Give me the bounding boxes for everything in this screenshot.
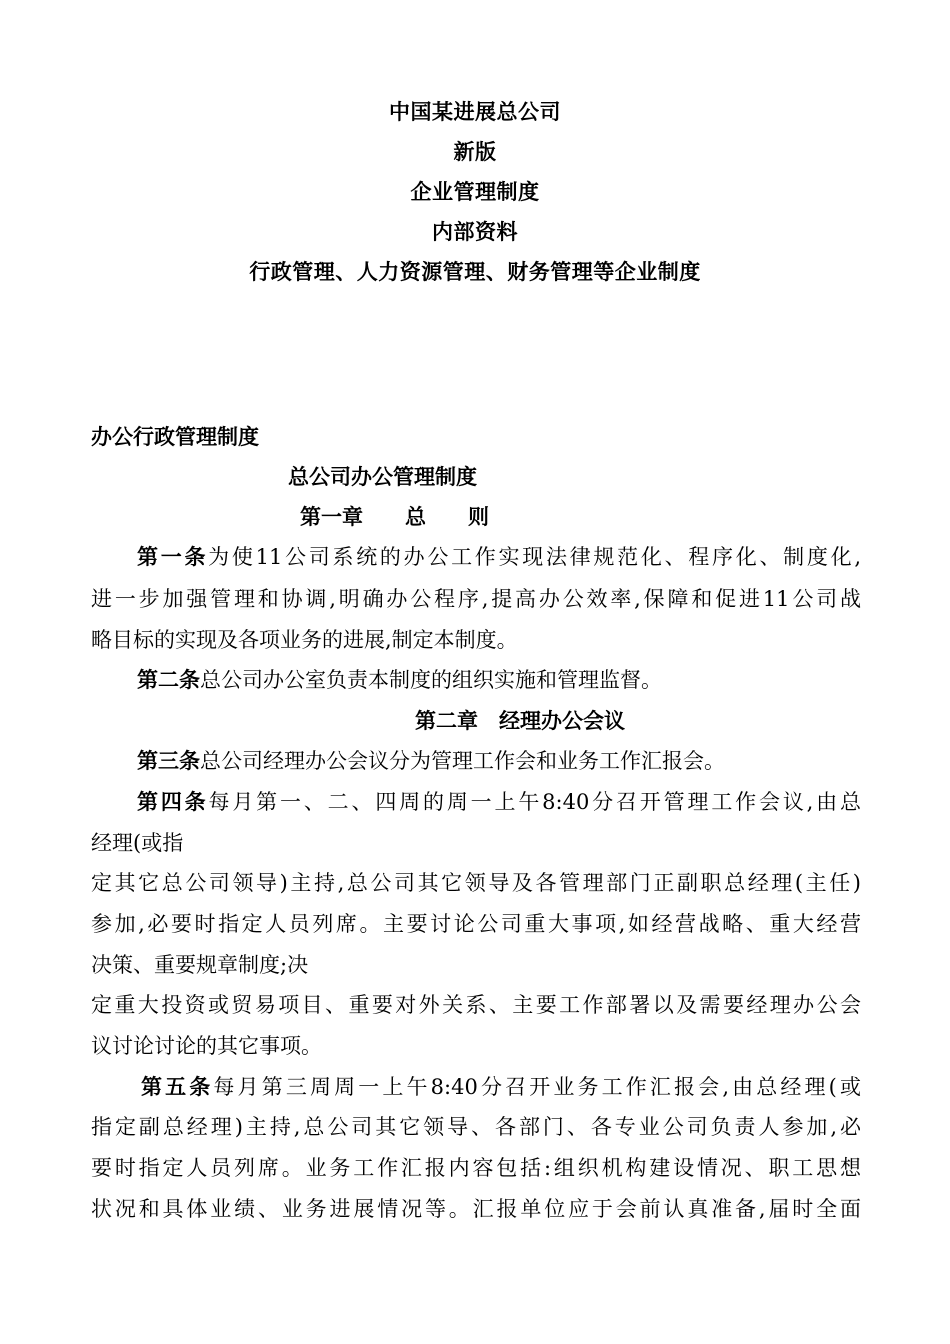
- article-4-line-3: 定其它总公司领导)主持,总公司其它领导及各管理部门正副职总经理(主任): [91, 871, 861, 895]
- article-4-line-1: [137, 789, 861, 815]
- article-5-text: 每月第三周周一上午8:40分召开业务工作汇报会,由总经理(或: [213, 1075, 862, 1099]
- article-3-text: 总公司经理办公会议分为管理工作会和业务工作汇报会。: [200, 749, 725, 773]
- article-5-line-2: 指定副总经理)主持,总公司其它领导、各部门、各专业公司负责人参加,必: [91, 1115, 861, 1139]
- cover-company-name: 中国某进展总公司: [389, 100, 561, 124]
- article-4-line-7: 议讨论讨论的其它事项。: [91, 1034, 322, 1058]
- article-4-label: 第四条: [137, 790, 209, 814]
- article-3-label: 第三条: [137, 749, 200, 773]
- article-2-line-1: [137, 667, 861, 693]
- article-5-label: 第五条: [141, 1075, 214, 1099]
- article-1-label: 第一条: [137, 545, 209, 569]
- section-subheading: 总公司办公管理制度: [288, 465, 477, 489]
- article-5-line-1: [141, 1074, 861, 1100]
- section-heading: 办公行政管理制度: [91, 425, 259, 449]
- article-2-label: 第二条: [137, 668, 200, 692]
- cover-edition: 新版: [453, 140, 497, 164]
- article-3-line-1: [137, 748, 861, 774]
- article-1-text: 为使11公司系统的办公工作实现法律规范化、程序化、制度化,: [208, 545, 862, 569]
- article-5-line-3: 要时指定人员列席。业务工作汇报内容包括:组织机构建设情况、职工思想: [91, 1156, 861, 1180]
- article-2-text: 总公司办公室负责本制度的组织实施和管理监督。: [200, 668, 662, 692]
- article-4-line-6: 定重大投资或贸易项目、重要对外关系、主要工作部署以及需要经理办公会: [91, 993, 861, 1017]
- cover-subtitle: 行政管理、人力资源管理、财务管理等企业制度: [249, 260, 701, 284]
- article-4-text: 每月第一、二、四周的周一上午8:40分召开管理工作会议,由总: [208, 790, 861, 814]
- chapter-2-heading: 第二章 经理办公会议: [415, 709, 625, 733]
- article-1-line-3: 略目标的实现及各项业务的进展,制定本制度。: [91, 628, 518, 652]
- cover-title: 企业管理制度: [410, 180, 540, 204]
- chapter-1-heading: 第一章 总 则: [300, 505, 489, 529]
- article-5-line-4: 状况和具体业绩、业务进展情况等。汇报单位应于会前认真准备,届时全面: [91, 1197, 861, 1221]
- article-4-line-4: 参加,必要时指定人员列席。主要讨论公司重大事项,如经营战略、重大经营: [91, 912, 861, 936]
- article-1-line-1: [137, 544, 861, 570]
- article-1-line-2: 进一步加强管理和协调,明确办公程序,提高办公效率,保障和促进11公司战: [91, 587, 861, 611]
- cover-classification: 内部资料: [432, 220, 518, 244]
- article-4-line-5: 决策、重要规章制度;决: [91, 953, 309, 977]
- article-4-line-2: 经理(或指: [91, 831, 184, 855]
